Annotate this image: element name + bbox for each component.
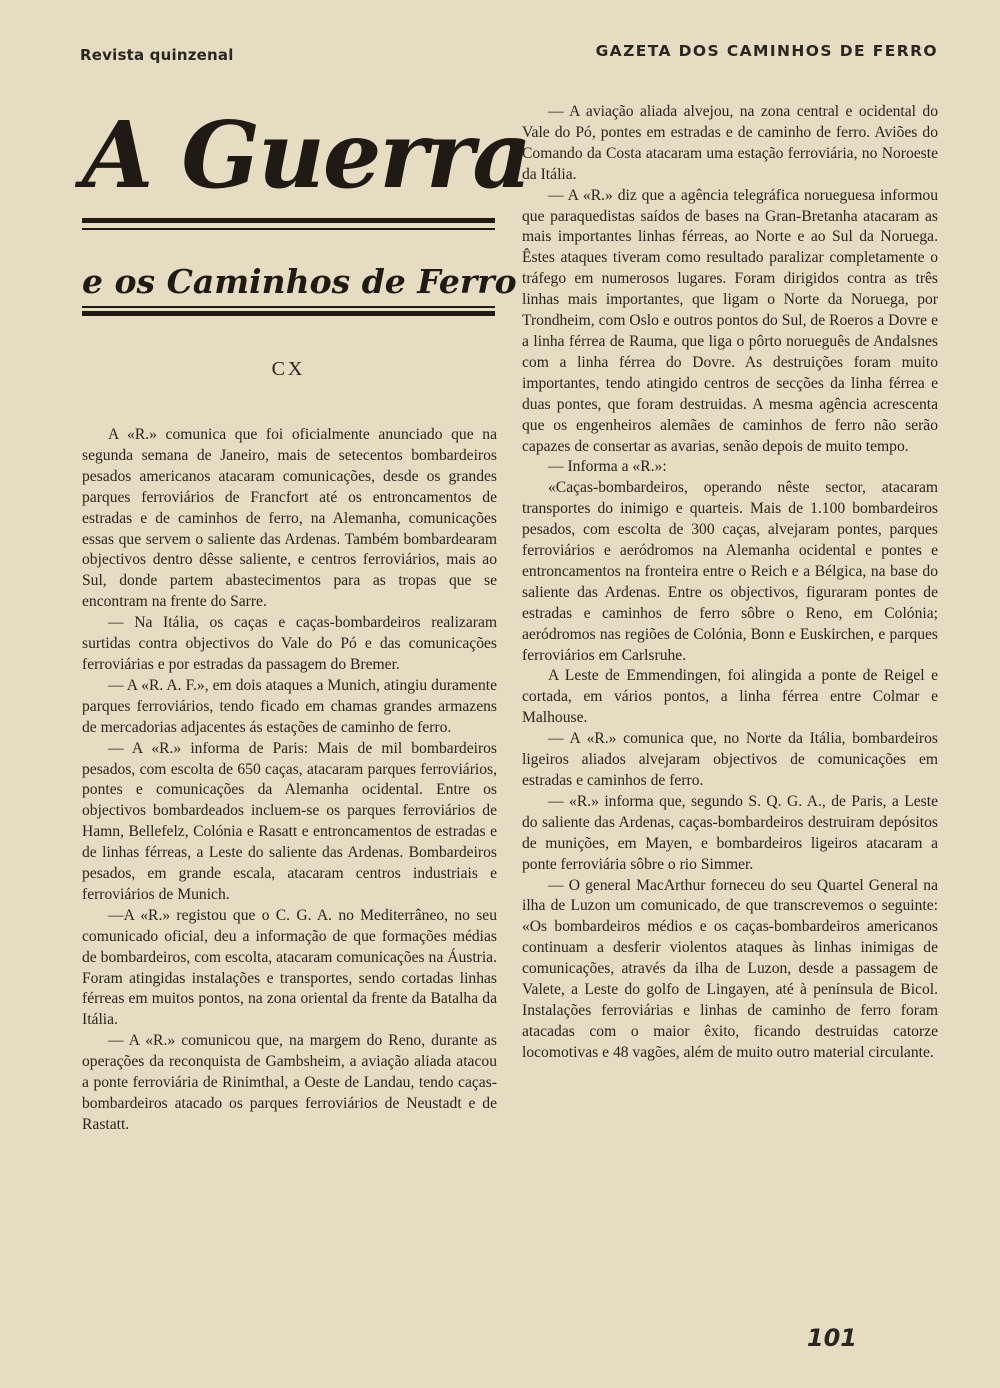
paragraph: — Na Itália, os caças e caças-bombardeiros realizaram surtidas contra objectivos do Vale do Pó e das comunicações ferroviárias e por estradas da passagem do Bremer. bbox=[82, 614, 497, 673]
title-rule-thin-top bbox=[82, 228, 495, 230]
paragraph: «Caças-bombardeiros, operando nêste sector, atacaram transportes do inimigo e quarteis. Mais de 1.100 bombardeiros pesados, com escolta de 300 caças, alvejaram pontes, parques ferroviários e aeródromos na Alemanha ocidental e pontes e entroncamentos na fronteira entre o Reich e a Bélgica, na base do saliente das Ardenas. Entre os objectivos, figuraram pontes de estradas e caminhos de ferro sôbre o Reno, em Colónia; aeródromos nas regiões de Colónia, Bonn e Euskirchen, e parques ferroviários em Carlsruhe. bbox=[522, 479, 938, 664]
left-column bbox=[82, 425, 497, 1136]
title-rule-thick-top bbox=[82, 218, 495, 223]
paragraph: — O general MacArthur forneceu do seu Quartel General na ilha de Luzon um comunicado, de que transcrevemos o seguinte: «Os bombardeiros médios e os caças-bombardeiros americanos continuam a desferir violentos ataques às linhas inimigas de comunicações, através da ilha de Luzon, desde a passagem de Valete, a Leste do golfo de Lingayen, até à península de Bicol. Instalações ferroviárias e linhas de caminho de ferro foram atacadas com o maior êxito, ficando destruidas catorze locomotivas e 48 vagões, além de muito outro material circulante. bbox=[522, 876, 938, 1061]
paragraph: — A «R.» comunicou que, na margem do Reno, durante as operações da reconquista de Gambsheim, a aviação aliada atacou a ponte ferroviária de Rinimthal, a Oeste de Landau, tendo caças-bombardeiros atacado os parques ferroviários de Neustadt e de Rastatt. bbox=[82, 1032, 497, 1133]
right-column bbox=[522, 102, 938, 1064]
paragraph: — A «R.» diz que a agência telegráfica norueguesa informou que paraquedistas saídos de bases na Gran-Bretanha atacaram as mais importantes linhas férreas, ao Norte e ao Sul da Noruega. Êstes ataques tiveram como resultado paralizar completamente o tráfego em numerosos lugares. Foram dirigidos contra as três linhas mais importantes, que ligam o Norte da Noruega, por Trondheim, com Oslo e outros pontos do Sul, de Roeros a Dovre e a linha férrea de Rauma, que liga o pôrto norueguês de Andalsnes com a linha férrea do Dovre. As destruições foram muito importantes, tendo atingido centros de secções da linha férrea e duas pontes, que foram destruidas. A mesma agência acrescenta que os engenheiros alemães de caminhos de ferro não serão capazes de consertar as avarias, senão depois de muito tempo. bbox=[522, 186, 938, 455]
paragraph: A Leste de Emmendingen, foi alingida a ponte de Reigel e cortada, em vários pontos, a linha férrea entre Colmar e Malhouse. bbox=[522, 667, 938, 727]
title-rule-thick-bottom bbox=[82, 311, 495, 316]
paragraph: A «R.» comunica que foi oficialmente anunciado que na segunda semana de Janeiro, mais de setecentos bombardeiros pesados americanos atacaram comunicações, desde os grandes parques ferroviários de Francfort até os entroncamentos de estradas e de caminhos de ferro, na Alemanha, comunicações essas que servem o saliente das Ardenas. Também bombardearam objectivos dentro dêsse saliente, e centros ferroviários, mais ao Sul, donde partem abastecimentos para as tropas que se encontram na frente do Sarre. bbox=[82, 426, 497, 611]
paragraph: — A «R.» comunica que, no Norte da Itália, bombardeiros ligeiros aliados alvejaram objectivos de comunicações em estradas e caminhos de ferro. bbox=[522, 730, 938, 789]
paragraph: — Informa a «R.»: bbox=[548, 458, 667, 476]
article-title: A Guerra bbox=[82, 101, 530, 209]
paragraph: — A aviação aliada alvejou, na zona central e ocidental do Vale do Pó, pontes em estradas e de caminho de ferro. Aviões do Comando da Costa atacaram uma estação ferroviária, no Noroeste da Itália. bbox=[522, 103, 938, 183]
article-subtitle: e os Caminhos de Ferro bbox=[82, 262, 517, 301]
paragraph: — A «R.» informa de Paris: Mais de mil bombardeiros pesados, com escolta de 650 caças, atacaram parques ferroviários, pontes e comunicações da Alemanha ocidental. Entre os objectivos bombardeados incluem-se os parques ferroviários de Hamn, Bellefelz, Colónia e Rasatt e entroncamentos de estradas e de linhas férreas, a Leste do saliente das Ardenas. Bombardeiros pesados, em grande escala, atacaram centros industriais e ferroviários de Munich. bbox=[82, 739, 497, 903]
running-header-right: GAZETA DOS CAMINHOS DE FERRO bbox=[595, 42, 938, 60]
running-header-left: Revista quinzenal bbox=[80, 46, 234, 64]
page-number: 101 bbox=[806, 1324, 857, 1352]
paragraph: — «R.» informa que, segundo S. Q. G. A., de Paris, a Leste do saliente das Ardenas, caças-bombardeiros destruiram depósitos de munições, em Mayen, e bombardeiros ligeiros atacaram a ponte ferroviária sôbre o rio Simmer. bbox=[522, 792, 938, 873]
paragraph: — A «R. A. F.», em dois ataques a Munich, atingiu duramente parques ferroviários, tendo ficado em chamas grandes armazens de mercadorias adjacentes ás estações de caminho de ferro. bbox=[82, 676, 497, 736]
series-number: CX bbox=[271, 358, 306, 380]
paragraph: —A «R.» registou que o C. G. A. no Mediterrâneo, no seu comunicado oficial, deu a informação de que formações médias de bombardeiros, com escolta, atacaram comunicações na Áustria. Foram atingidas instalações e transportes, sendo cortadas linhas férreas em muitos pontos, na zona oriental da frente da Batalha da Itália. bbox=[82, 906, 497, 1029]
title-rule-thin-bottom bbox=[82, 306, 495, 308]
